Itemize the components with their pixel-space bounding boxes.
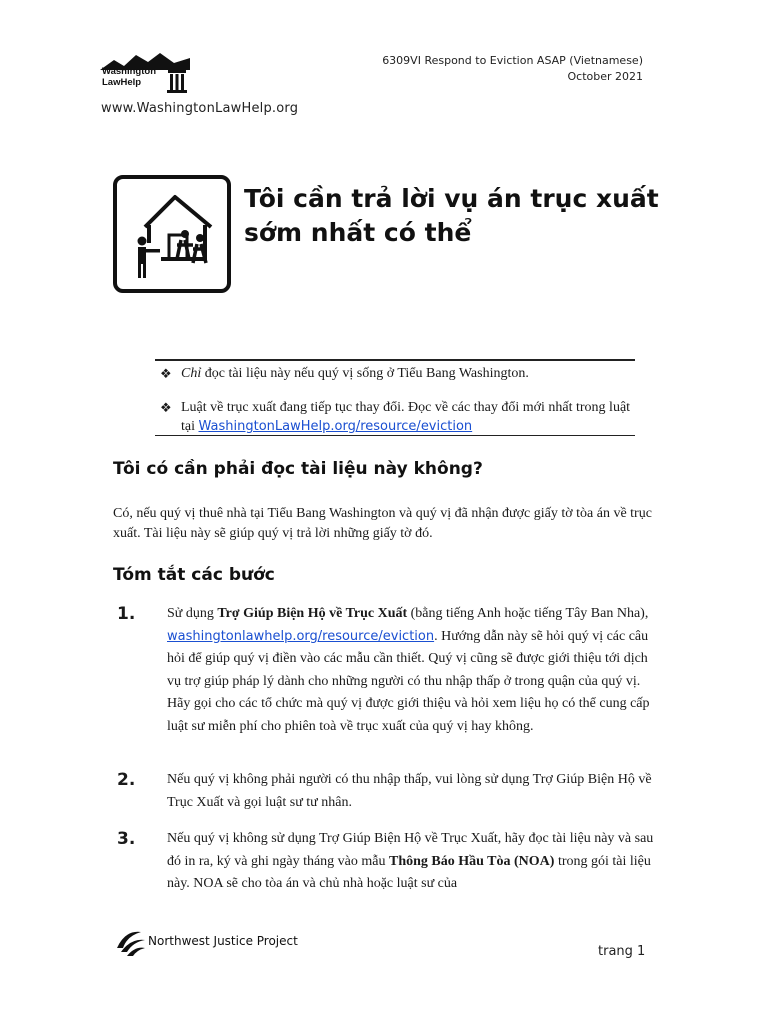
notice-top-rule — [155, 359, 635, 361]
step-3-text — [167, 828, 657, 896]
logo-wordmark — [102, 66, 156, 88]
notice-emphasis: Chỉ — [181, 366, 202, 381]
step-3-pre: Nếu quý vị không sử dụng Trợ Giúp Biện Hộ về Trục Xuất, hãy đọc tài liệu này và sau đó in ra, ký và ghi ngày tháng vào mẫu — [167, 831, 654, 869]
step-3-bold: Thông Báo Hầu Tòa (NOA) — [389, 853, 555, 869]
logo-line-1: Washington — [102, 66, 156, 77]
step-number: 2. — [117, 770, 136, 790]
document-code-title: 6309VI Respond to Eviction ASAP (Vietnamese) — [382, 54, 643, 67]
page-number: trang 1 — [598, 944, 646, 959]
eviction-illustration — [113, 175, 231, 293]
notice-bullet-1-text: đọc tài liệu này nếu quý vị sống ở Tiểu Bang Washington. — [201, 366, 529, 381]
step-1-mid: (bằng tiếng Anh hoặc tiếng Tây Ban Nha), — [407, 606, 649, 621]
document-date: October 2021 — [567, 70, 643, 83]
step-1-bold: Trợ Giúp Biện Hộ về Trục Xuất — [217, 606, 408, 621]
step-number: 3. — [117, 829, 136, 849]
notice-bullet-2-text: Luật về trục xuất đang tiếp tục thay đổi. Đọc về các thay đổi mới nhất trong luật tại — [181, 400, 631, 434]
step-1-pre: Sử dụng — [167, 606, 218, 621]
notice-bullet-1 — [160, 364, 635, 383]
section-heading-summary: Tóm tắt các bước — [113, 565, 275, 585]
step-number: 1. — [117, 604, 136, 624]
house-eviction-icon — [117, 179, 227, 289]
page-title-line-1: Tôi cần trả lời vụ án trục xuất — [244, 184, 659, 213]
eviction-resource-link[interactable]: WashingtonLawHelp.org/resource/eviction — [198, 419, 473, 434]
notice-bullet-2 — [160, 398, 635, 436]
website-url[interactable]: www.WashingtonLawHelp.org — [101, 101, 299, 116]
step-3-post: trong gói tài liệu này. NOA sẽ cho tòa án và chủ nhà hoặc luật sư của — [167, 853, 651, 891]
logo-line-2: LawHelp — [102, 77, 142, 88]
page-title — [244, 182, 659, 250]
document-code — [382, 53, 643, 85]
step-1-post: . Hướng dẫn này sẽ hỏi quý vị các câu hỏi để giúp quý vị điền vào các mẫu cần thiết. Quý vị cũng sẽ được giới thiệu tới dịch vụ trợ giúp pháp lý dành cho những người có thu nhập thấp ở trong quận của quý vị. Hãy gọi cho các tổ chức mà quý vị được giới thiệu và hỏi xem liệu họ có thể cung cấp luật sư miễn phí cho phiên toà về trục xuất của quý vị hay không. — [167, 628, 650, 734]
page-title-line-2: sớm nhất có thể — [244, 218, 472, 247]
section-heading-do-i-need: Tôi có cần phải đọc tài liệu này không? — [113, 459, 483, 479]
footer-org-name: Northwest Justice Project — [148, 934, 298, 948]
diamond-bullet-icon: ❖ — [160, 366, 172, 381]
eviction-guide-link[interactable]: washingtonlawhelp.org/resource/eviction — [167, 628, 435, 644]
notice-bottom-rule — [155, 435, 635, 436]
step-2-text: Nếu quý vị không phải người có thu nhập thấp, vui lòng sử dụng Trợ Giúp Biện Hộ về Trục Xuất và gọi luật sư tư nhân. — [167, 772, 652, 810]
step-1-text — [167, 603, 657, 738]
diamond-bullet-icon: ❖ — [160, 400, 172, 415]
section-body-do-i-need: Có, nếu quý vị thuê nhà tại Tiểu Bang Washington và quý vị đã nhận được giấy tờ tòa án về trục xuất. Tài liệu này sẽ giúp quý vị trả lời những giấy tờ đó. — [113, 506, 652, 541]
